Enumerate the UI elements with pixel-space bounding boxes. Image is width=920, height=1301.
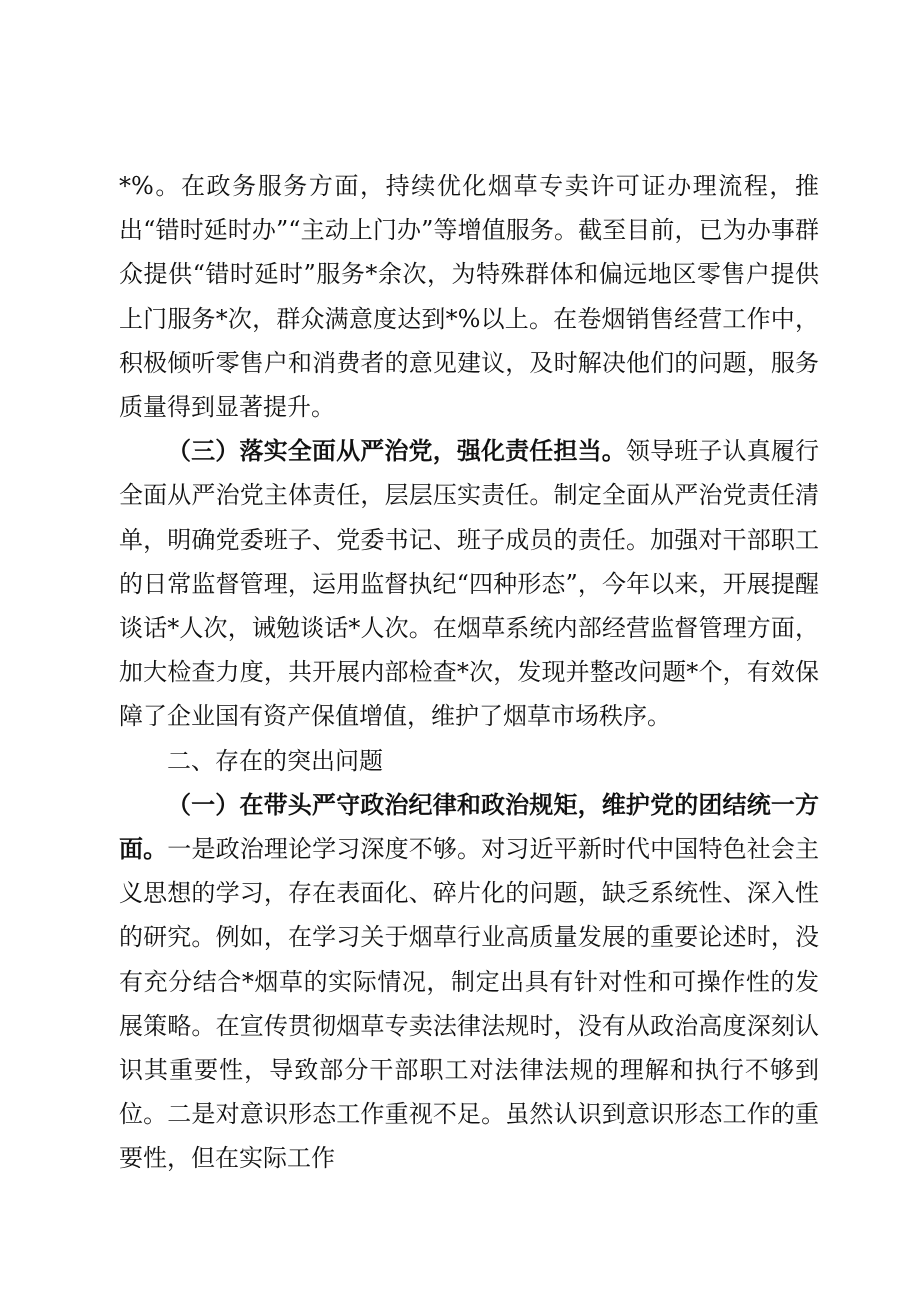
- paragraph-political-discipline-body: 一是政治理论学习深度不够。对习近平新时代中国特色社会主义思想的学习，存在表面化、碎片化的问题，缺乏系统性、深入性的研究。例如，在学习关于烟草行业高质量发展的重要论述时，没有充分结合*烟草的实际情况，制定出具有针对性和可操作性的发展策略。在宣传贯彻烟草专卖法律法规时，没有从政治高度深刻认识其重要性，导致部分干部职工对法律法规的理解和执行不够到位。二是对意识形态工作重视不足。虽然认识到意识形态工作的重要性，但在实际工作: [119, 835, 820, 1173]
- paragraph-party-governance-heading: （三）落实全面从严治党，强化责任担当。: [167, 436, 626, 466]
- paragraph-party-governance-body: 领导班子认真履行全面从严治党主体责任，层层压实责任。制定全面从严治党责任清单，明确党委班子、党委书记、班子成员的责任。加强对干部职工的日常监督管理，运用监督执纪“四种形态”，今年以来，开展提醒谈话*人次，诫勉谈话*人次。在烟草系统内部经营监督管理方面，加大检查力度，共开展内部检查*次，发现并整改问题*个，有效保障了企业国有资产保值增值，维护了烟草市场秩序。: [119, 437, 819, 731]
- section-heading-problems: 二、存在的突出问题: [167, 746, 383, 775]
- paragraph-political-discipline-heading: （一）在带头严守政治纪律和政治规矩，维护党的团结统一方面。: [119, 789, 819, 864]
- paragraph-service-quality: *%。在政务服务方面，持续优化烟草专卖许可证办理流程，推出“错时延时办”“主动上门办”等增值服务。截至目前，已为办事群众提供“错时延时”服务*余次，为特殊群体和偏远地区零售户提供上门服务*次，群众满意度达到*%以上。在卷烟销售经营工作中，积极倾听零售户和消费者的意见建议，及时解决他们的问题，服务质量得到显著提升。: [119, 172, 819, 422]
- document-page: [119, 164, 819, 1181]
- paragraph-party-governance: [119, 429, 819, 738]
- paragraph-political-discipline: [119, 783, 819, 1181]
